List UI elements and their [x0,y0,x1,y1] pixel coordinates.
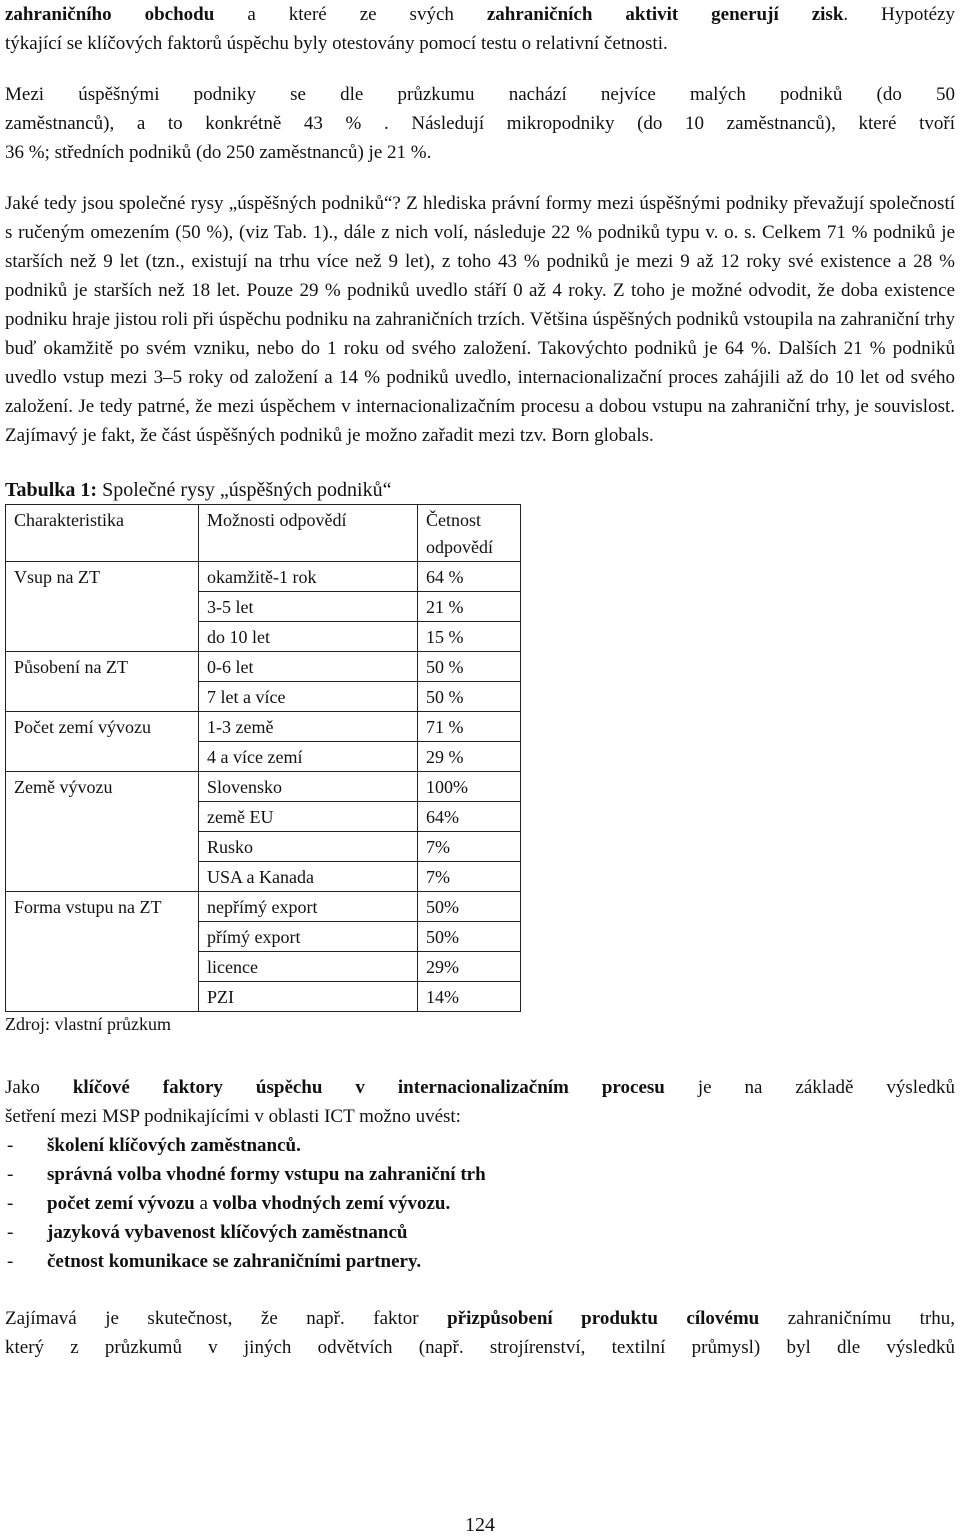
table-row [6,682,521,712]
text-run: je na základě výsledků [664,1077,956,1098]
table-cell: PZI [199,982,418,1012]
table-cell: Působení na ZT [6,652,199,682]
table-cell: 7% [418,832,521,862]
table-cell: 100% [418,772,521,802]
paragraph-1-line-1 [5,0,955,29]
table-row [6,562,521,592]
table-caption-text: Společné rysy „úspěšných podniků“ [97,479,392,501]
table-caption [5,476,955,504]
table-cell [6,622,199,652]
table-cell: 64 % [418,562,521,592]
list-item: - správná volba vhodné formy vstupu na zahraniční trh [7,1164,486,1185]
table-cell: Forma vstupu na ZT [6,892,199,922]
paragraph-5-line-1 [5,1304,955,1333]
table-cell: 15 % [418,622,521,652]
paragraph-2-line-3: 36 %; středních podniků (do 250 zaměstnanců) je 21 %. [5,142,432,163]
table-cell: Rusko [199,832,418,862]
table-cell [6,832,199,862]
table-cell: Slovensko [199,772,418,802]
list-item: - četnost komunikace se zahraničními partnery. [7,1251,422,1272]
table-cell: licence [199,952,418,982]
table-row [6,712,521,742]
table-row [6,982,521,1012]
table-cell: 14% [418,982,521,1012]
bold-phrase: přizpůsobení produktu cílovému [447,1308,760,1329]
paragraph-4-line-1 [5,1073,955,1102]
page-number: 124 [465,1514,495,1536]
paragraph-2-line-1: Mezi úspěšnými podniky se dle průzkumu nachází nejvíce malých podniků (do 50 [5,84,955,105]
paragraph-4-line-2: šetření mezi MSP podnikajícími v oblasti ICT možno uvést: [5,1106,461,1127]
table-row [6,862,521,892]
table-row [6,772,521,802]
key-factors-list [5,1131,955,1276]
table-cell [6,682,199,712]
table-cell: 71 % [418,712,521,742]
text-run: . Hypotézy [843,4,955,25]
table-cell: 7 let a více [199,682,418,712]
table-row [6,892,521,922]
text-run: Zajímavá je skutečnost, že např. faktor [5,1308,448,1329]
paragraph-1-line-2: týkající se klíčových faktorů úspěchu byly otestovány pomocí testu o relativní četnosti. [5,33,668,54]
table-cell: 21 % [418,592,521,622]
paragraph-5-line-2: který z průzkumů v jiných odvětvích (např. strojírenství, textilní průmysl) byl dle výsledků [5,1337,955,1358]
table-cell: 0-6 let [199,652,418,682]
table-header-row [6,505,521,562]
table-caption-label: Tabulka 1: [5,479,98,501]
table-cell [6,592,199,622]
table-row [6,802,521,832]
table-header-cell: Charakteristika [6,505,199,562]
table-cell: Počet zemí vývozu [6,712,199,742]
table-header-cell: Četnost odpovědí [418,505,521,562]
table-row [6,622,521,652]
table-cell: 50% [418,922,521,952]
text-run: Jako [5,1077,73,1098]
table-cell: 50% [418,892,521,922]
bold-phrase: klíčové faktory úspěchu v internacionalizačním procesu [72,1077,665,1098]
table-cell [6,952,199,982]
bold-phrase: zahraničních aktivit generují zisk [486,4,844,25]
table-row [6,652,521,682]
table-row [6,952,521,982]
text-run: a které ze svých [214,4,487,25]
list-item: - školení klíčových zaměstnanců. [7,1135,301,1156]
table-cell: 29 % [418,742,521,772]
table-row [6,922,521,952]
table-cell: 50 % [418,682,521,712]
table-cell: okamžitě-1 rok [199,562,418,592]
table-cell: 64% [418,802,521,832]
table-cell [6,802,199,832]
table-source: Zdroj: vlastní průzkum [5,1014,171,1034]
table-cell [6,982,199,1012]
table-cell: 3-5 let [199,592,418,622]
table-cell [6,862,199,892]
table-cell: 29% [418,952,521,982]
features-table [5,504,521,1012]
bold-phrase: zahraničního obchodu [5,4,215,25]
table-cell: Vsup na ZT [6,562,199,592]
table-cell: 1-3 země [199,712,418,742]
table-row [6,832,521,862]
paragraph-3: Jaké tedy jsou společné rysy „úspěšných podniků“? Z hlediska právní formy mezi úspěšnými podniky převažují společností s ručeným omezením (50 %), (viz Tab. 1)., dále z nich volí, následuje 22 % podniků typu v. o. s. Celkem 71 % podniků je starších než 9 let (tzn., existují na trhu více než 9 let), z toho 43 % podniků je mezi 9 až 12 roky své existence a 28 % podniků je starších než 18 let. Pouze 29 % podniků uvedlo stáří 0 až 4 roky. Z toho je možné odvodit, že doba existence podniku hraje jistou roli při úspěchu podniku na zahraničních trzích. Většina úspěšných podniků vstoupila na zahraniční trhy buď okamžitě po svém vzniku, nebo do 1 roku od svého založení. Takovýchto podniků je 64 %. Dalších 21 % podniků uvedlo vstup mezi 3–5 roky od založení a 14 % podniků uvedlo, internacionalizační proces zahájili až do 10 let od svého založení. Je tedy patrné, že mezi úspěchem v internacionalizačním procesu a dobou vstupu na zahraniční trhy, je souvislost. Zajímavý je fakt, že část úspěšných podniků je možno zařadit mezi tzv. Born globals. [5,193,955,446]
table-cell: 4 a více zemí [199,742,418,772]
table-cell: Země vývozu [6,772,199,802]
table-cell [6,922,199,952]
paragraph-2-line-2: zaměstnanců), a to konkrétně 43 % . Následují mikropodniky (do 10 zaměstnanců), které tvoří [5,113,955,134]
table-cell: přímý export [199,922,418,952]
table-cell: nepřímý export [199,892,418,922]
table-row [6,742,521,772]
table-cell [6,742,199,772]
text-run: zahraničnímu trhu, [759,1308,955,1329]
table-row [6,592,521,622]
table-cell: USA a Kanada [199,862,418,892]
table-header-cell: Možnosti odpovědí [199,505,418,562]
document-page [5,0,955,1362]
table-cell: do 10 let [199,622,418,652]
list-item: - počet zemí vývozu a volba vhodných zemí vývozu. [7,1193,451,1214]
table-cell: 50 % [418,652,521,682]
table-cell: země EU [199,802,418,832]
list-item: - jazyková vybavenost klíčových zaměstnanců [7,1222,408,1243]
table-cell: 7% [418,862,521,892]
